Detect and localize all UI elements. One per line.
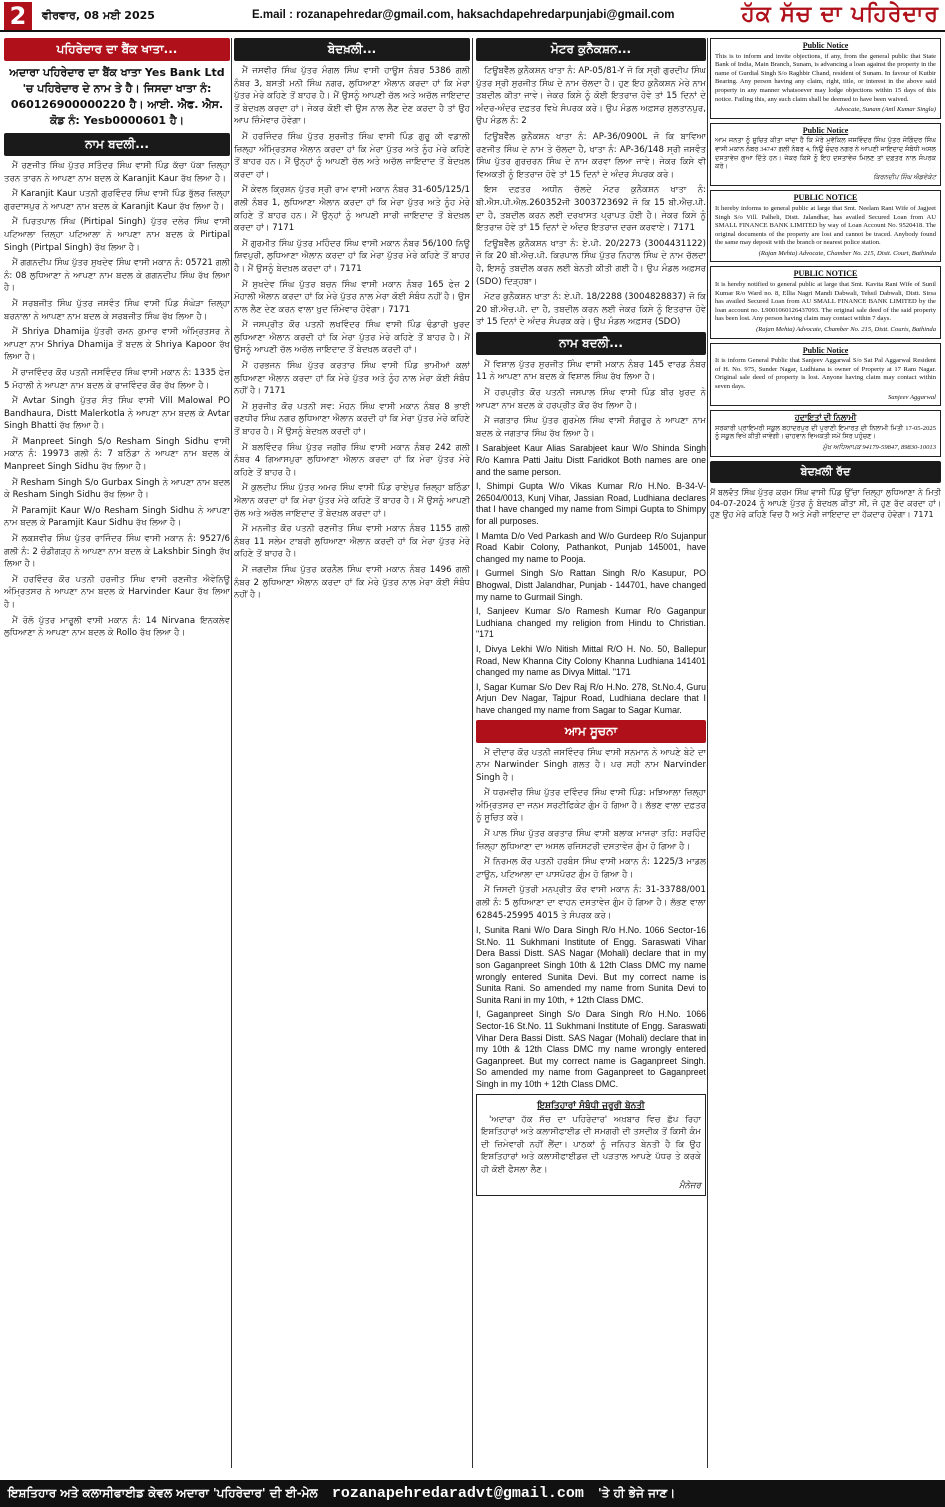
list-item: ਮੈਂ ਕੁਲਦੀਪ ਸਿੰਘ ਪੁੱਤਰ ਅਮਰ ਸਿੰਘ ਵਾਸੀ ਪਿੰਡ ਰਾਏਪੁਰ ਜ਼ਿਲ੍ਹਾ ਬਠਿੰਡਾ ਐਲਾਨ ਕਰਦਾ ਹਾਂ ਕਿ ਮੇਰਾ ਪੁੱਤਰ ਮੇਰੇ ਕਹਿਣੇ ਤੋਂ ਬਾਹਰ ਹੈ। ਮੈਂ ਉਸਨੂੰ ਆਪਣੀ ਚੱਲ ਅਤੇ ਅਚੱਲ ਜਾਇਦਾਦ ਤੋਂ ਬੇਦਖ਼ਲ ਕਰਦਾ ਹਾਂ। [234,483,470,519]
list-item: ਟਿਊਬਵੈੱਲ ਕੁਨੈਕਸ਼ਨ ਖਾਤਾ ਨੰ: AP-05/81-Y ਜੋ ਕਿ ਸ੍ਰੀ ਗੁਰਦੀਪ ਸਿੰਘ ਪੁੱਤਰ ਸ੍ਰੀ ਸੁਰਜੀਤ ਸਿੰਘ ਦੇ ਨਾਮ ਚੱਲਦਾ ਹੈ। ਹੁਣ ਇਹ ਕੁਨੈਕਸ਼ਨ ਮੇਰੇ ਨਾਮ ਤਬਦੀਲ ਕੀਤਾ ਜਾਵੇ। ਜੇਕਰ ਕਿਸੇ ਨੂੰ ਕੋਈ ਇਤਰਾਜ਼ ਹੋਵੇ ਤਾਂ 15 ਦਿਨਾਂ ਦੇ ਅੰਦਰ-ਅੰਦਰ ਦਫ਼ਤਰ ਵਿਖੇ ਸੰਪਰਕ ਕਰੇ। ਉਪ ਮੰਡਲ ਅਫ਼ਸਰ ਸੁਲਤਾਨਪੁਰ, ਉਪ ਮੰਡਲ ਨੰ: 2 [476,66,706,127]
issue-date: ਵੀਰਵਾਰ, 08 ਮਈ 2025 [42,9,155,22]
notice-body: ਆਮ ਜਨਤਾ ਨੂੰ ਸੂਚਿਤ ਕੀਤਾ ਜਾਂਦਾ ਹੈ ਕਿ ਮੇਰੇ ਮੁਵੱਕਿਲ ਜਸਵਿੰਦਰ ਸਿੰਘ ਪੁੱਤਰ ਜੋਗਿੰਦਰ ਸਿੰਘ ਵਾਸੀ ਮਕਾਨ ਨੰਬਰ 34747 ਗਲੀ ਨੰਬਰ 4, ਨਿਊ ਚੰਦਰ ਨਗਰ ਨੇ ਆਪਣੀ ਜਾਇਦਾਦ ਸੰਬੰਧੀ ਅਸਲ ਦਸਤਾਵੇਜ਼ ਗੁਆ ਦਿੱਤੇ ਹਨ। ਜੇਕਰ ਕਿਸੇ ਨੂੰ ਇਹ ਦਸਤਾਵੇਜ਼ ਮਿਲਣ ਤਾਂ ਦਫ਼ਤਰ ਨਾਲ ਸੰਪਰਕ ਕਰੇ। [715,137,936,171]
disinheritance-heading: ਬੇਦਖ਼ਲੀ... [234,38,470,61]
list-item: ਮੈਂ ਵਿਸ਼ਾਲ ਪੁੱਤਰ ਸੁਰਜੀਤ ਸਿੰਘ ਵਾਸੀ ਮਕਾਨ ਨੰਬਰ 145 ਵਾਰਡ ਨੰਬਰ 11 ਨੇ ਆਪਣਾ ਨਾਮ ਬਦਲ ਕੇ ਵਿਸ਼ਾਲ ਸਿੰਘ ਰੱਖ ਲਿਆ ਹੈ। [476,359,706,383]
notice-title: PUBLIC NOTICE [793,269,858,279]
name-change-heading: ਨਾਮ ਬਦਲੀ... [476,332,706,355]
notice-title: Public Notice [802,125,849,135]
list-item: ਮੈਂ ਰੋਲੋ ਪੁੱਤਰ ਮਾਰੂਲੀ ਵਾਸੀ ਮਕਾਨ ਨੰ: 14 Nirvana ਇਨਕਲੇਵ ਲੁਧਿਆਣਾ ਨੇ ਆਪਣਾ ਨਾਮ ਬਦਲ ਕੇ Rollo ਰੱਖ ਲਿਆ ਹੈ। [4,615,230,639]
list-item: ਮੈਂ ਬਲਵਿੰਦਰ ਸਿੰਘ ਪੁੱਤਰ ਜਗੀਰ ਸਿੰਘ ਵਾਸੀ ਮਕਾਨ ਨੰਬਰ 242 ਗਲੀ ਨੰਬਰ 4 ਗਿਆਸਪੁਰਾ ਲੁਧਿਆਣਾ ਐਲਾਨ ਕਰਦਾ ਹਾਂ ਕਿ ਮੇਰਾ ਪੁੱਤਰ ਮੇਰੇ ਕਹਿਣੇ ਤੋਂ ਬਾਹਰ ਹੈ। [234,442,470,478]
cancel-disinheritance-text: ਮੈਂ ਬਲਵੰਤ ਸਿੰਘ ਪੁੱਤਰ ਕਰਮ ਸਿੰਘ ਵਾਸੀ ਪਿੰਡ ਉੱਚਾ ਜ਼ਿਲ੍ਹਾ ਲੁਧਿਆਣਾ ਨੇ ਮਿਤੀ 04-07-2024 ਨੂੰ ਆਪਣੇ ਪੁੱਤਰ ਨੂੰ ਬੇਦਖ਼ਲ ਕੀਤਾ ਸੀ, ਜੋ ਹੁਣ ਰੱਦ ਕਰਦਾ ਹਾਂ। ਹੁਣ ਉਹ ਮੇਰੇ ਕਹਿਣੇ ਵਿਚ ਹੈ ਅਤੇ ਮੇਰੀ ਜਾਇਦਾਦ ਦਾ ਹੱਕਦਾਰ ਹੋਵੇਗਾ। 7171 [710,487,941,519]
disinheritance-list [234,65,470,602]
public-notice-heading: ਆਮ ਸੂਚਨਾ [476,720,706,743]
list-item: ਮੈਂ ਗਗਨਦੀਪ ਸਿੰਘ ਪੁੱਤਰ ਸੁਖਦੇਵ ਸਿੰਘ ਵਾਸੀ ਮਕਾਨ ਨੰ: 05721 ਗਲੀ ਨੰ: 08 ਲੁਧਿਆਣਾ ਨੇ ਆਪਣਾ ਨਾਮ ਬਦਲ ਕੇ ਗਗਨਦੀਪ ਸਿੰਘ ਰੱਖ ਲਿਆ ਹੈ। [4,258,230,294]
disclaimer-sign: ਮੈਨੇਜਰ [679,1180,701,1191]
list-item: ਮੈਂ ਹਰਪ੍ਰੀਤ ਕੌਰ ਪਤਨੀ ਜਸਪਾਲ ਸਿੰਘ ਵਾਸੀ ਪਿੰਡ ਬੀਰ ਖੁਰਦ ਨੇ ਆਪਣਾ ਨਾਮ ਬਦਲ ਕੇ ਹਰਪ੍ਰੀਤ ਕੌਰ ਰੱਖ ਲਿਆ ਹੈ। [476,388,706,411]
footer-text: 'ਤੇ ਹੀ ਭੇਜੇ ਜਾਣ। [598,1486,676,1500]
list-item: ਮੈਂ ਮਨਜੀਤ ਕੌਰ ਪਤਨੀ ਰਣਜੀਤ ਸਿੰਘ ਵਾਸੀ ਮਕਾਨ ਨੰਬਰ 1155 ਗਲੀ ਨੰਬਰ 11 ਸਲੇਮ ਟਾਬਰੀ ਲੁਧਿਆਣਾ ਐਲਾਨ ਕਰਦੀ ਹਾਂ ਕਿ ਮੇਰਾ ਪੁੱਤਰ ਮੇਰੇ ਕਹਿਣੇ ਤੋਂ ਬਾਹਰ ਹੈ। [234,524,470,560]
list-item: ਮੈਂ Avtar Singh ਪੁੱਤਰ ਸੰਤ ਸਿੰਘ ਵਾਸੀ Vill Malowal PO Bandhaura, Distt Malerkotla ਨੇ ਆਪਣਾ ਨਾਮ ਬਦਲ ਕੇ Avtar Singh Bhatti ਰੱਖ ਲਿਆ ਹੈ। [4,396,230,432]
list-item: ਮੈਂ ਜਸਵੀਰ ਸਿੰਘ ਪੁੱਤਰ ਮੰਗਲ ਸਿੰਘ ਵਾਸੀ ਹਾਊਸ ਨੰਬਰ 5386 ਗਲੀ ਨੰਬਰ 3, ਬਸਤੀ ਮਨੀ ਸਿੰਘ ਨਗਰ, ਲੁਧਿਆਣਾ ਐਲਾਨ ਕਰਦਾ ਹਾਂ ਕਿ ਮੇਰਾ ਪੁੱਤਰ ਮੇਰੇ ਕਹਿਣੇ ਤੋਂ ਬਾਹਰ ਹੈ। ਮੈਂ ਉਸਨੂੰ ਆਪਣੀ ਚੱਲ ਅਤੇ ਅਚੱਲ ਜਾਇਦਾਦ ਤੋਂ ਬੇਦਖ਼ਲ ਕਰਦਾ ਹਾਂ। ਜੇਕਰ ਕੋਈ ਵੀ ਉਸ ਨਾਲ ਲੈਣ ਦੇਣ ਕਰਦਾ ਹੈ ਤਾਂ ਉਹ ਆਪ ਜ਼ਿੰਮੇਵਾਰ ਹੋਵੇਗਾ। [234,66,470,127]
masthead [0,0,945,32]
notice-title: Public Notice [802,41,849,50]
list-item: ਮੈਂ ਸਰਬਜੀਤ ਸਿੰਘ ਪੁੱਤਰ ਜਸਵੰਤ ਸਿੰਘ ਵਾਸੀ ਪਿੰਡ ਸੰਘੇੜਾ ਜ਼ਿਲ੍ਹਾ ਬਰਨਾਲਾ ਨੇ ਆਪਣਾ ਨਾਮ ਬਦਲ ਕੇ ਸਰਬਜੀਤ ਸਿੰਘ ਰੱਖ ਲਿਆ ਹੈ। [4,298,230,322]
column-divider [707,38,708,1468]
list-item: ਟਿਊਬਵੈੱਲ ਕੁਨੈਕਸ਼ਨ ਖਾਤਾ ਨੰ: ਏ.ਪੀ. 20/2273 (3004431122) ਜੋ ਕਿ 20 ਬੀ.ਐਚ.ਪੀ. ਕਿਰਪਾਲ ਸਿੰਘ ਪੁੱਤਰ ਨਿਹਾਲ ਸਿੰਘ ਦੇ ਨਾਮ ਚੱਲਦਾ ਹੈ, ਇਸਨੂੰ ਤਬਦੀਲ ਕਰਨ ਲਈ ਬੇਨਤੀ ਕੀਤੀ ਗਈ ਹੈ। ਉਪ ਮੰਡਲ ਅਫ਼ਸਰ (SDO) ਦਿੜ੍ਹਬਾ। [476,238,706,287]
list-item: ਮੈਂ Resham Singh S/o Gurbax Singh ਨੇ ਆਪਣਾ ਨਾਮ ਬਦਲ ਕੇ Resham Singh Sidhu ਰੱਖ ਲਿਆ ਹੈ। [4,477,230,501]
list-item: I Mamta D/o Ved Parkash and W/o Gurdeep R/o Sujanpur Road Kabir Colony, Pathankot, Punjab 145001, have changed my name to Pooja. [476,530,706,564]
list-item: I, Divya Lekhi W/o Nitish Mittal R/O H. No. 50, Ballepur Road, New Khanna City Colony Khanna Ludhiana 141401 changed my name as Divya Mittal. "171 [476,643,706,678]
column-divider [231,38,232,1468]
list-item: ਮੋਟਰ ਕੁਨੈਕਸ਼ਨ ਖਾਤਾ ਨੰ: ਏ.ਪੀ. 18/2288 (3004828837) ਜੋ ਕਿ 20 ਬੀ.ਐਚ.ਪੀ. ਦਾ ਹੈ, ਤਬਦੀਲ ਕਰਨ ਲਈ ਜੇਕਰ ਕਿਸੇ ਨੂੰ ਇਤਰਾਜ਼ ਹੋਵੇ ਤਾਂ 15 ਦਿਨਾਂ ਦੇ ਅੰਦਰ ਸੰਪਰਕ ਕਰੇ। ਉਪ ਮੰਡਲ ਅਫ਼ਸਰ (SDO) [476,292,706,328]
list-item: ਇਸ ਦਫ਼ਤਰ ਅਧੀਨ ਚੱਲਦੇ ਮੋਟਰ ਕੁਨੈਕਸ਼ਨ ਖਾਤਾ ਨੰ: ਬੀ.ਐਸ.ਪੀ.ਐਲ.260352ਜੀ 3003723692 ਜੋ ਕਿ 15 ਬੀ.ਐਚ.ਪੀ. ਦਾ ਹੈ, ਤਬਦੀਲ ਕਰਨ ਲਈ ਦਰਖਾਸਤ ਪ੍ਰਾਪਤ ਹੋਈ ਹੈ। ਜੇਕਰ ਕਿਸੇ ਨੂੰ ਇਤਰਾਜ਼ ਹੋਵੇ ਤਾਂ 15 ਦਿਨਾਂ ਦੇ ਅੰਦਰ ਇਤਰਾਜ਼ ਦਰਜ ਕਰਵਾਏ। 7171 [476,185,706,234]
notice-sign: ਮੁੱਖ ਅਧਿਆਪਕ 94179-59847, 89830-10013 [822,443,936,451]
public-notice [710,190,941,262]
notice-sign: (Rajan Mehta) Advocate, Chamber No. 215, Distt. Court, Bathinda [758,249,936,257]
column-divider [472,38,473,1468]
list-item: ਮੈਂ ਧਰਮਵੀਰ ਸਿੰਘ ਪੁੱਤਰ ਦਵਿੰਦਰ ਸਿੰਘ ਵਾਸੀ ਪਿੰਡ: ਮਝਿਆਲਾ ਜ਼ਿਲ੍ਹਾ ਅੰਮ੍ਰਿਤਸਰ ਦਾ ਜਨਮ ਸਰਟੀਫਿਕੇਟ ਗੁੰਮ ਹੋ ਗਿਆ ਹੈ। ਲੱਭਣ ਵਾਲਾ ਦਫ਼ਤਰ ਨੂੰ ਸੂਚਿਤ ਕਰੇ। [476,788,706,824]
disclaimer-text: 'ਅਦਾਰਾ ਹੱਕ ਸੱਚ ਦਾ ਪਹਿਰੇਦਾਰ' ਅਖ਼ਬਾਰ ਵਿਚ ਛੱਪ ਰਿਹਾ ਇਸ਼ਤਿਹਾਰਾਂ ਅਤੇ ਕਲਾਸੀਫਾਈਡ ਦੀ ਸਮਗਰੀ ਦੀ ਤਸਦੀਕ ਤੋਂ ਕਿਸੀ ਕੰਮ ਦੀ ਜ਼ਿਮੇਵਾਰੀ ਨਹੀਂ ਲੈਂਦਾ। ਪਾਠਕਾਂ ਨੂੰ ਜਨਿਹਤ ਬੇਨਤੀ ਹੈ ਕਿ ਉਹ ਇਸ਼ਤਿਹਾਰਾਂ ਅਤੇ ਕਲਾਸੀਫਾਈਡਜ਼ ਦੀ ਪੜਤਾਲ ਆਪਣੇ ਪੱਧਰ ਤੇ ਕਰਕੇ ਹੀ ਕੋਈ ਫੈਸਲਾ ਲੈਣ। [481,1114,701,1175]
notice-body: ਸਰਕਾਰੀ ਪ੍ਰਾਇਮਰੀ ਸਕੂਲ ਬਹਾਦਰਪੁਰ ਦੀ ਪੁਰਾਣੀ ਇਮਾਰਤ ਦੀ ਨਿਲਾਮੀ ਮਿਤੀ 17-05-2025 ਨੂੰ ਸਕੂਲ ਵਿਖੇ ਕੀਤੀ ਜਾਵੇਗੀ। ਚਾਹਵਾਨ ਵਿਅਕਤੀ ਸਮੇਂ ਸਿਰ ਪਹੁੰਚਣ। [715,424,936,441]
list-item: ਮੈਂ ਹਰਵਿੰਦਰ ਕੌਰ ਪਤਨੀ ਹਰਜੀਤ ਸਿੰਘ ਵਾਸੀ ਰਣਜੀਤ ਐਵੇਨਿਊ ਅੰਮ੍ਰਿਤਸਰ ਨੇ ਆਪਣਾ ਨਾਮ ਬਦਲ ਕੇ Harvinder Kaur ਰੱਖ ਲਿਆ ਹੈ। [4,574,230,610]
disclaimer-heading: ਇਸ਼ਤਿਹਾਰਾਂ ਸੰਬੰਧੀ ਜ਼ਰੂਰੀ ਬੇਨਤੀ [537,1100,645,1111]
footer-email: rozanapehredaradvt@gmail.com [331,1485,584,1502]
notice-title: ਹਦਾਇਤਾਂ ਦੀ ਨਿਲਾਮੀ [794,413,857,423]
notice-title: Public Notice [802,345,849,355]
page-number: 2 [4,2,32,30]
list-item: ਮੈਂ ਪਾਲ ਸਿੰਘ ਪੁੱਤਰ ਕਰਤਾਰ ਸਿੰਘ ਵਾਸੀ ਬਲਾਕ ਮਾਜਰਾ ਤਹਿ: ਸਰਹਿੰਦ ਜ਼ਿਲ੍ਹਾ ਲੁਧਿਆਣਾ ਦਾ ਅਸਲ ਰਜਿਸਟਰੀ ਦਸਤਾਵੇਜ਼ ਗੁੰਮ ਹੋ ਗਿਆ ਹੈ। [476,829,706,852]
list-item: I, Shimpi Gupta W/o Vikas Kumar R/o H.No. B-34-V-26504/0013, Kunj Vihar, Jassian Road, Ludhiana declares that I have changed my name from Simpi Gupta to Shimpy for all purposes. [476,481,706,526]
list-item: ਟਿਊਬਵੈੱਲ ਕੁਨੈਕਸ਼ਨ ਖਾਤਾ ਨੰ: AP-36/0900L ਜੋ ਕਿ ਬਾਵਿਆ ਰਣਜੀਤ ਸਿੰਘ ਦੇ ਨਾਮ ਤੇ ਚੱਲਦਾ ਹੈ, ਖਾਤਾ ਨੰ: AP-36/148 ਸ੍ਰੀ ਜਸਵੰਤ ਸਿੰਘ ਪੁੱਤਰ ਗੁਰਚਰਨ ਸਿੰਘ ਦੇ ਨਾਮ ਕਰਵਾ ਲਿਆ ਜਾਵੇ। ਜੇਕਰ ਕਿਸੇ ਵੀ ਵਿਅਕਤੀ ਨੂੰ ਇਤਰਾਜ਼ ਹੋਵੇ ਤਾਂ 15 ਦਿਨਾਂ ਦੇ ਅੰਦਰ ਸੰਪਰਕ ਕਰੇ। [476,131,706,180]
bank-account-heading: ਪਹਿਰੇਦਾਰ ਦਾ ਬੈਂਕ ਖਾਤਾ... [4,38,230,61]
bank-account-details: ਅਦਾਰਾ ਪਹਿਰੇਦਾਰ ਦਾ ਬੈਂਕ ਖਾਤਾ Yes Bank Ltd 'ਚ ਪਹਿਰੇਦਾਰ ਦੇ ਨਾਮ ਤੇ ਹੈ। ਜਿਸਦਾ ਖਾਤਾ ਨੰ: 060126900000220 ਹੈ। ਆਈ. ਐਫ. ਐਸ. ਕੋਡ ਨੰ: Yesb0000601 ਹੈ। [9,66,225,127]
list-item: I, Sagar Kumar S/o Dev Raj R/o H.No. 278, St.No.4, Guru Arjun Dev Nagar, Tajpur Road, Ludhiana declare that I have changed my name from Sagar to Sagar Kumar. [476,681,706,715]
notice-body: It is hereby notified to general public at large that Smt. Kavita Rani Wife of Sunil Kumar R/o Ward no. 8, Ellia Nagri Mandi Dabwali, Tehsil Dabwali, Distt. Sirsa has availed Secured Loan from AU SMALL FINANCE BANK LIMITED by the loan account no. L9001060126437093. The original sale deed of the said property has been lost. Any person having claim may contact within 7 days. [715,281,936,323]
list-item: ਮੈਂ ਰਣਜੀਤ ਸਿੰਘ ਪੁੱਤਰ ਸਤਿੰਦਰ ਸਿੰਘ ਵਾਸੀ ਪਿੰਡ ਕੱਚਾ ਪੱਕਾ ਜ਼ਿਲ੍ਹਾ ਤਰਨ ਤਾਰਨ ਨੇ ਆਪਣਾ ਨਾਮ ਬਦਲ ਕੇ Karanjit Kaur ਰੱਖ ਲਿਆ ਹੈ। [4,161,230,184]
list-item: ਮੈਂ ਜਸਪ੍ਰੀਤ ਕੌਰ ਪਤਨੀ ਲਖਵਿੰਦਰ ਸਿੰਘ ਵਾਸੀ ਪਿੰਡ ਢੰਡਾਰੀ ਖੁਰਦ ਲੁਧਿਆਣਾ ਐਲਾਨ ਕਰਦੀ ਹਾਂ ਕਿ ਮੇਰਾ ਪੁੱਤਰ ਮੇਰੇ ਕਹਿਣੇ ਤੋਂ ਬਾਹਰ ਹੈ। ਮੈਂ ਉਸਨੂੰ ਆਪਣੀ ਚੱਲ ਅਚੱਲ ਜਾਇਦਾਦ ਤੋਂ ਬੇਦਖ਼ਲ ਕਰਦੀ ਹਾਂ। [234,320,470,356]
newspaper-logo: ਹੱਕ ਸੱਚ ਦਾ ਪਹਿਰੇਦਾਰ [741,1,939,27]
notice-body: This is to inform and invite objections, if any, from the general public that State Bank of India, Main Branch, Sunam, is advancing a loan against the property in the name of Gurdial Singh S/o Raghbir Chand, resident of Sunam. In favour of Kutbir Bearing. Any person having any claim, right, title, or interest in the above said property in any manner whatsoever may lodge objections within 15 days of this notice. Failing this, any such claim shall be deemed to have been waived. [715,52,936,103]
column-bank-name-change [4,38,230,1468]
list-item: ਮੈਂ ਜਿਸਦੀ ਪੁੱਤਰੀ ਮਨਪ੍ਰੀਤ ਕੌਰ ਵਾਸੀ ਮਕਾਨ ਨੰ: 31-33788/001 ਗਲੀ ਨੰ: 5 ਲੁਧਿਆਣਾ ਦਾ ਵਾਹਨ ਦਸਤਾਵੇਜ਼ ਗੁੰਮ ਹੋ ਗਿਆ ਹੈ। ਲੱਭਣ ਵਾਲਾ 62845-25995 4015 ਤੇ ਸੰਪਰਕ ਕਰੇ। [476,885,706,921]
list-item: ਮੈਂ Paramjit Kaur W/o Resham Singh Sidhu ਨੇ ਆਪਣਾ ਨਾਮ ਬਦਲ ਕੇ Paramjit Kaur Sidhu ਰੱਖ ਲਿਆ ਹੈ। [4,505,230,529]
notice-sign: Sanjeev Aggarwal [887,393,936,401]
advertising-disclaimer [476,1094,706,1197]
list-item: ਮੈਂ Manpreet Singh S/o Resham Singh Sidhu ਵਾਸੀ ਮਕਾਨ ਨੰ: 19973 ਗਲੀ ਨੰ: 7 ਬਠਿੰਡਾ ਨੇ ਆਪਣਾ ਨਾਮ ਬਦਲ ਕੇ Manpreet Singh Sidhu ਰੱਖ ਲਿਆ ਹੈ। [4,436,230,473]
notice-sign: Advocate, Sunam (Anil Kumar Singla) [834,106,936,114]
column-public-notices [710,38,941,1468]
notice-sign: (Rajan Mehta) Advocate, Chamber No. 215, Distt. Courts, Bathinda [756,326,936,334]
list-item: I, Sanjeev Kumar S/o Ramesh Kumar R/o Gaganpur Ludhiana changed my religion from Hindu to Christian. "171 [476,606,706,640]
list-item: I, Gaganpreet Singh S/o Dara Singh R/o H.No. 1066 Sector-16 St.No. 11 Sukhmani Institute of Engg. Saraswati Vihar Dera Bassi Distt. SAS Nagar (Mohali) declare that in my 10th & 12th Class DMC my name wrongly entered Gaganpreet. But my correct name is Gaganpreet Singh. So amended my name from Gaganpreet to Gaganpreet Singh in my 10th + 12th Class DMC. [476,1009,706,1089]
list-item: ਮੈਂ ਜਗਦੀਸ਼ ਸਿੰਘ ਪੁੱਤਰ ਕਰਨੈਲ ਸਿੰਘ ਵਾਸੀ ਮਕਾਨ ਨੰਬਰ 1496 ਗਲੀ ਨੰਬਰ 2 ਲੁਧਿਆਣਾ ਐਲਾਨ ਕਰਦਾ ਹਾਂ ਕਿ ਮੇਰੇ ਪੁੱਤਰ ਨਾਲ ਮੇਰਾ ਕੋਈ ਸੰਬੰਧ ਨਹੀਂ ਹੈ। [234,564,470,601]
column-motor-name-public [476,38,706,1468]
list-item: ਮੈਂ ਹਰਜਿੰਦਰ ਸਿੰਘ ਪੁੱਤਰ ਸੁਰਜੀਤ ਸਿੰਘ ਵਾਸੀ ਪਿੰਡ ਗੁਰੂ ਕੀ ਵਡਾਲੀ ਜ਼ਿਲ੍ਹਾ ਅੰਮ੍ਰਿਤਸਰ ਐਲਾਨ ਕਰਦਾ ਹਾਂ ਕਿ ਮੇਰਾ ਪੁੱਤਰ ਅਤੇ ਨੂੰਹ ਮੇਰੇ ਕਹਿਣੇ ਤੋਂ ਬਾਹਰ ਹਨ। ਮੈਂ ਉਨ੍ਹਾਂ ਨੂੰ ਆਪਣੀ ਚੱਲ ਅਤੇ ਅਚੱਲ ਜਾਇਦਾਦ ਤੋਂ ਬੇਦਖ਼ਲ ਕਰਦਾ ਹਾਂ। [234,131,470,180]
public-notice [710,38,941,119]
cancel-disinheritance-heading: ਬੇਦਖ਼ਲੀ ਰੱਦ [710,461,941,483]
list-item: ਮੈਂ ਕੇਵਲ ਕ੍ਰਿਸ਼ਨ ਪੁੱਤਰ ਸ੍ਰੀ ਰਾਮ ਵਾਸੀ ਮਕਾਨ ਨੰਬਰ 31-605/125/1 ਗਲੀ ਨੰਬਰ 1, ਲੁਧਿਆਣਾ ਐਲਾਨ ਕਰਦਾ ਹਾਂ ਕਿ ਮੇਰਾ ਪੁੱਤਰ ਅਤੇ ਨੂੰਹ ਮੇਰੇ ਕਹਿਣੇ ਤੋਂ ਬਾਹਰ ਹਨ। ਮੈਂ ਉਨ੍ਹਾਂ ਨੂੰ ਆਪਣੀ ਸਾਰੀ ਜਾਇਦਾਦ ਤੋਂ ਬੇਦਖ਼ਲ ਕਰਦਾ ਹਾਂ। 7171 [234,185,470,234]
public-notice [710,343,941,407]
footer-text: ਇਸ਼ਤਿਹਾਰ ਅਤੇ ਕਲਾਸੀਫਾਈਡ ਕੇਵਲ ਅਦਾਰਾ 'ਪਹਿਰੇਦਾਰ' ਦੀ ਈ-ਮੇਲ [8,1486,318,1500]
list-item: ਮੈਂ ਰਾਜਵਿੰਦਰ ਕੌਰ ਪਤਨੀ ਜਸਵਿੰਦਰ ਸਿੰਘ ਵਾਸੀ ਮਕਾਨ ਨੰ: 1335 ਫੇਜ਼ 5 ਮੋਹਾਲੀ ਨੇ ਆਪਣਾ ਨਾਮ ਬਦਲ ਕੇ ਰਾਜਵਿੰਦਰ ਕੌਰ ਰੱਖ ਲਿਆ ਹੈ। [4,367,230,391]
name-change-heading: ਨਾਮ ਬਦਲੀ... [4,133,230,156]
public-notice [710,410,941,456]
list-item: ਮੈਂ ਸੁਰਜੀਤ ਕੌਰ ਪਤਨੀ ਸਵ: ਮੋਹਨ ਸਿੰਘ ਵਾਸੀ ਮਕਾਨ ਨੰਬਰ 8 ਭਾਈ ਰਣਧੀਰ ਸਿੰਘ ਨਗਰ ਲੁਧਿਆਣਾ ਐਲਾਨ ਕਰਦੀ ਹਾਂ ਕਿ ਮੇਰਾ ਪੁੱਤਰ ਮੇਰੇ ਕਹਿਣੇ ਤੋਂ ਬਾਹਰ ਹੈ। ਮੈਂ ਉਸਨੂੰ ਬੇਦਖ਼ਲ ਕਰਦੀ ਹਾਂ। [234,401,470,438]
list-item: I Sarabjeet Kaur Alias Sarabjeet kaur W/o Shinda Singh R/o Kamra Patti Jaitu Distt Faridkot Both names are one and the same person. [476,443,706,477]
notice-title: PUBLIC NOTICE [793,193,858,203]
list-item: ਮੈਂ ਲਕਸ਼ਵੀਰ ਸਿੰਘ ਪੁੱਤਰ ਰਾਜਿੰਦਰ ਸਿੰਘ ਵਾਸੀ ਮਕਾਨ ਨੰ: 9527/6 ਗਲੀ ਨੰ: 2 ਚੰਡੀਗੜ੍ਹ ਨੇ ਆਪਣਾ ਨਾਮ ਬਦਲ ਕੇ Lakshbir Singh ਰੱਖ ਲਿਆ ਹੈ। [4,534,230,570]
list-item: ਮੈਂ ਨਿਰਮਲ ਕੌਰ ਪਤਨੀ ਹਰਬੰਸ ਸਿੰਘ ਵਾਸੀ ਮਕਾਨ ਨੰ: 1225/3 ਮਾਡਲ ਟਾਊਨ, ਪਟਿਆਲਾ ਦਾ ਪਾਸਪੋਰਟ ਗੁੰਮ ਹੋ ਗਿਆ ਹੈ। [476,857,706,880]
list-item: ਮੈਂ ਹਰਭਜਨ ਸਿੰਘ ਪੁੱਤਰ ਕਰਤਾਰ ਸਿੰਘ ਵਾਸੀ ਪਿੰਡ ਭਾਮੀਆਂ ਕਲਾਂ ਲੁਧਿਆਣਾ ਐਲਾਨ ਕਰਦਾ ਹਾਂ ਕਿ ਮੇਰੇ ਪੁੱਤਰ ਅਤੇ ਨੂੰਹ ਨਾਲ ਮੇਰਾ ਕੋਈ ਸੰਬੰਧ ਨਹੀਂ ਹੈ। 7171 [234,361,470,397]
motor-connection-heading: ਮੋਟਰ ਕੁਨੈਕਸ਼ਨ... [476,38,706,61]
footer-banner [0,1480,945,1507]
list-item: ਮੈਂ ਦੀਦਾਰ ਕੌਰ ਪਤਨੀ ਜਸਵਿੰਦਰ ਸਿੰਘ ਵਾਸੀ ਸਨਮਾਨ ਨੇ ਆਪਣੇ ਬੇਟੇ ਦਾ ਨਾਮ Narwinder Singh ਗਲਤ ਹੈ। ਪਰ ਸਹੀ ਨਾਮ Narvinder Singh ਹੈ। [476,747,706,783]
notice-sign: ਕਿਰਨਦੀਪ ਸਿੰਘ ਐਡਵੋਕੇਟ [873,173,936,181]
list-item: I Gurmel Singh S/o Rattan Singh R/o Kasupur, PO Bhogwal, Distt Jalandhar, Punjab - 144701, have changed my name to Gurmail Singh. [476,568,706,602]
public-notice [710,123,941,187]
column-disinheritance [234,38,470,1468]
notice-body: It is inform General Public that Sanjeev Aggarwal S/o Sat Pal Aggarwal Resident of H. No. 975, Sunder Nagar, Ludhiana is owner of Property at 17 Ram Nagar. Original sale deed of property is lost. Anyone having claim may contact within seven days. [715,357,936,390]
notice-body: It hereby informs to general public at large that Smt. Neelam Rani Wife of Jagjeet Singh S/o Vill. Palheli, Distt. Jalandhar, has availed Secured Loan from AU SMALL FINANCE BANK LIMITED by way of Loan Account No. 9520418. The original documents of the property are lost and cannot be traced. Anybody found the same may deposit with the branch or nearest police station. [715,204,936,247]
name-change-list [4,160,230,640]
public-notice [710,266,941,338]
list-item: ਮੈਂ ਪਿਰਤਪਾਲ ਸਿੰਘ (Pirtipal Singh) ਪੁੱਤਰ ਦਲੇਰ ਸਿੰਘ ਵਾਸੀ ਪਟਿਆਲਾ ਜ਼ਿਲ੍ਹਾ ਪਟਿਆਲਾ ਨੇ ਆਪਣਾ ਨਾਮ ਬਦਲ ਕੇ Pirtipal Singh (Pirtpal Singh) ਰੱਖ ਲਿਆ ਹੈ। [4,217,230,253]
list-item: ਮੈਂ Karanjit Kaur ਪਤਨੀ ਗੁਰਵਿੰਦਰ ਸਿੰਘ ਵਾਸੀ ਪਿੰਡ ਭੁੱਲਰ ਜ਼ਿਲ੍ਹਾ ਗੁਰਦਾਸਪੁਰ ਨੇ ਆਪਣਾ ਨਾਮ ਬਦਲ ਕੇ Karanjit Kaur ਰੱਖ ਲਿਆ ਹੈ। [4,189,230,212]
list-item: ਮੈਂ ਜਗਤਾਰ ਸਿੰਘ ਪੁੱਤਰ ਗੁਰਮੇਲ ਸਿੰਘ ਵਾਸੀ ਸੰਗਰੂਰ ਨੇ ਆਪਣਾ ਨਾਮ ਬਦਲ ਕੇ ਜਗਤਾਰ ਸਿੰਘ ਰੱਖ ਲਿਆ ਹੈ। [476,416,706,439]
list-item: ਮੈਂ ਗੁਰਮੀਤ ਸਿੰਘ ਪੁੱਤਰ ਮਹਿੰਦਰ ਸਿੰਘ ਵਾਸੀ ਮਕਾਨ ਨੰਬਰ 56/100 ਨਿਊ ਸ਼ਿਵਪੁਰੀ, ਲੁਧਿਆਣਾ ਐਲਾਨ ਕਰਦਾ ਹਾਂ ਕਿ ਮੇਰਾ ਪੁੱਤਰ ਮੇਰੇ ਕਹਿਣੇ ਤੋਂ ਬਾਹਰ ਹੈ। ਮੈਂ ਉਸਨੂੰ ਬੇਦਖ਼ਲ ਕਰਦਾ ਹਾਂ। 7171 [234,238,470,274]
list-item: ਮੈਂ Shriya Dhamija ਪੁੱਤਰੀ ਰਮਨ ਕੁਮਾਰ ਵਾਸੀ ਅੰਮ੍ਰਿਤਸਰ ਨੇ ਆਪਣਾ ਨਾਮ Shriya Dhamija ਤੋਂ ਬਦਲ ਕੇ Shriya Kapoor ਰੱਖ ਲਿਆ ਹੈ। [4,327,230,363]
list-item: ਮੈਂ ਸੁਖਦੇਵ ਸਿੰਘ ਪੁੱਤਰ ਬਚਨ ਸਿੰਘ ਵਾਸੀ ਮਕਾਨ ਨੰਬਰ 165 ਫੇਜ਼ 2 ਮੋਹਾਲੀ ਐਲਾਨ ਕਰਦਾ ਹਾਂ ਕਿ ਮੇਰੇ ਪੁੱਤਰ ਨਾਲ ਮੇਰਾ ਕੋਈ ਸੰਬੰਧ ਨਹੀਂ ਹੈ। ਉਸ ਨਾਲ ਲੈਣ ਦੇਣ ਕਰਨ ਵਾਲਾ ਖ਼ੁਦ ਜ਼ਿੰਮੇਵਾਰ ਹੋਵੇਗਾ। 7171 [234,279,470,315]
contact-emails: E.mail : rozanapehredar@gmail.com, haksachdapehredarpunjabi@gmail.com [252,9,675,21]
list-item: I, Sunita Rani W/o Dara Singh R/o H.No. 1066 Sector-16 St.No. 11 Sukhmani Institute of Engg. Saraswati Vihar Dera Bassi Distt. SAS Nagar (Mohali) declare that in my son Gaganpreet Singh 10th & 12th Class DMC my name wrongly entered Sunita Devi. But my correct name is Sunita Rani. So amended my name from Sunita Devi to Sunita Rani in my 10th, + 12th Class DMC. [476,925,706,1005]
